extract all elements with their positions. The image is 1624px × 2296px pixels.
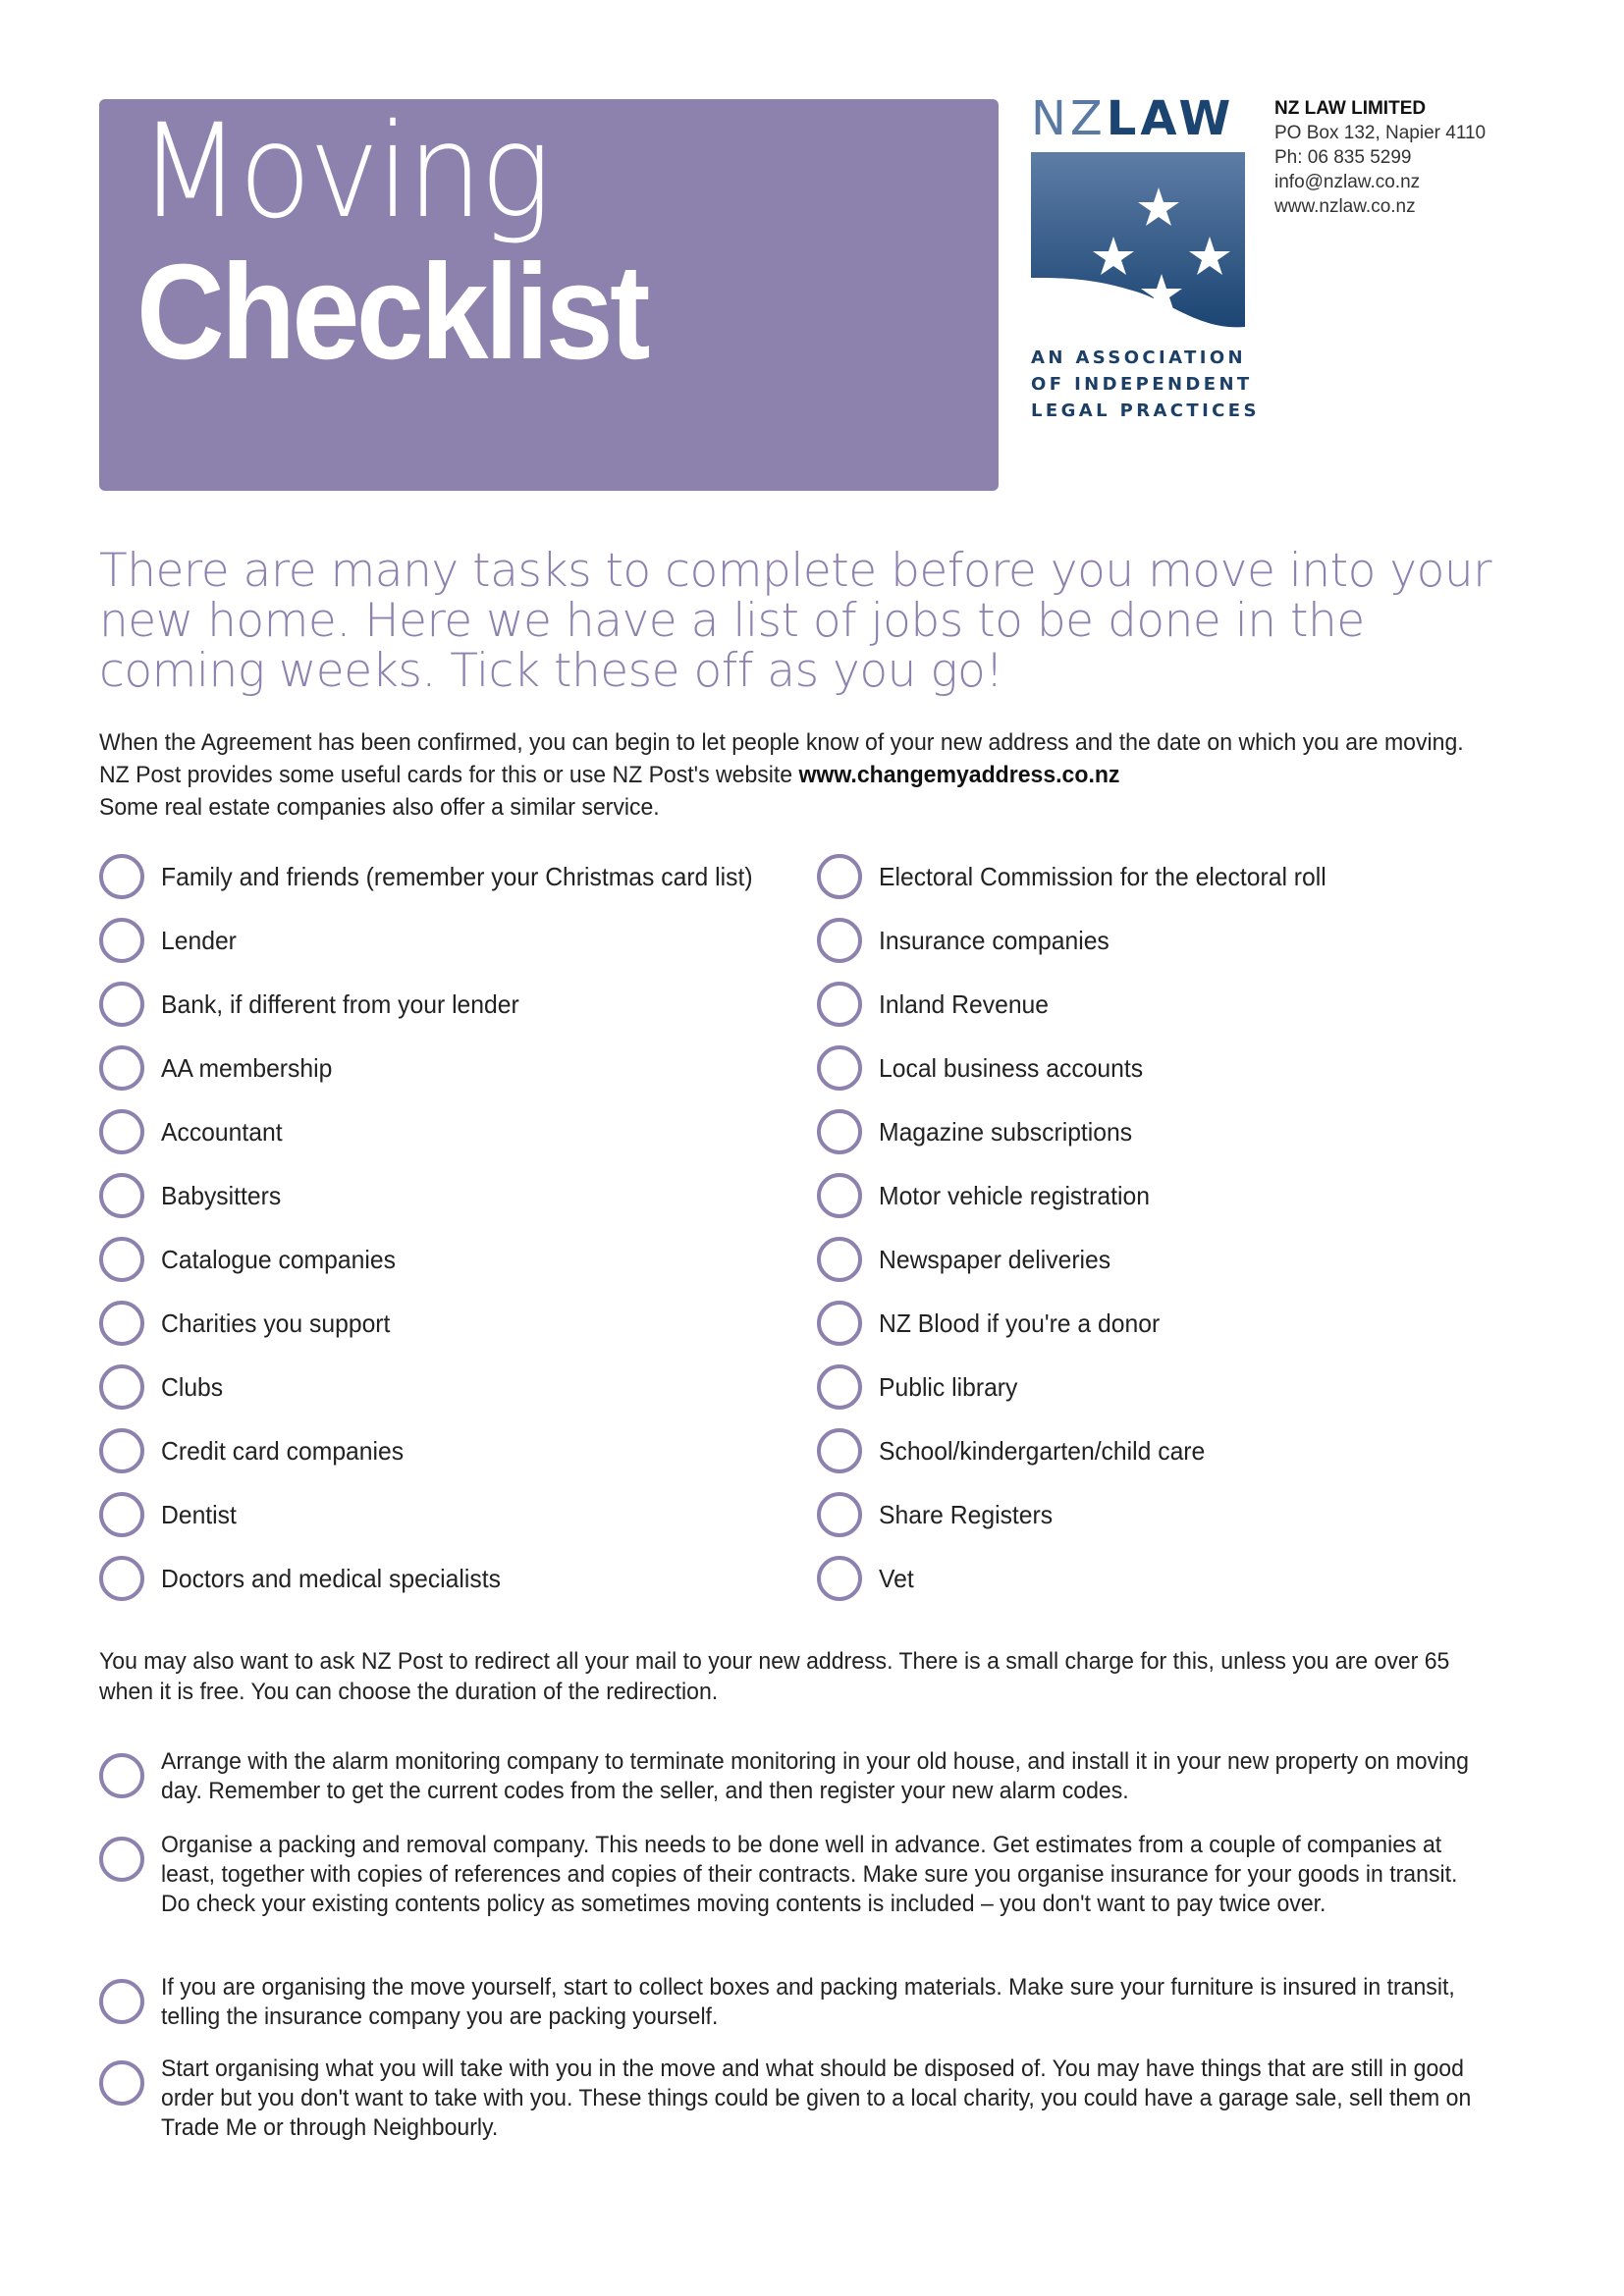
checkbox-circle[interactable]	[99, 918, 144, 963]
checklist-item[interactable]	[817, 1171, 1164, 1220]
checkbox-circle[interactable]	[817, 1428, 862, 1473]
checklist-item[interactable]	[817, 852, 1350, 901]
phone-number: Ph: 06 835 5299	[1274, 147, 1412, 168]
checklist-item[interactable]	[817, 1299, 1174, 1348]
checkbox-circle[interactable]	[99, 1753, 144, 1798]
checkbox-circle[interactable]	[99, 1173, 144, 1218]
checklist-item-label: Bank, if different from your lender	[161, 988, 519, 1019]
website-link[interactable]: www.nzlaw.co.nz	[1274, 196, 1416, 217]
logo-wordmark	[1031, 91, 1247, 146]
title-line-checklist: Checklist	[136, 237, 647, 388]
postal-address: PO Box 132, Napier 4110	[1274, 123, 1487, 143]
checklist-item[interactable]	[817, 1362, 1025, 1412]
checkbox-circle[interactable]	[99, 982, 144, 1027]
checklist-item[interactable]	[817, 1107, 1146, 1156]
checkbox-circle[interactable]	[817, 1045, 862, 1091]
intro-paragraph	[99, 726, 1476, 824]
checkbox-circle[interactable]	[817, 982, 862, 1027]
logo-tagline	[1031, 345, 1260, 424]
checklist-item-label: AA membership	[161, 1052, 333, 1083]
checkbox-circle[interactable]	[99, 1109, 144, 1154]
checkbox-circle[interactable]	[99, 2060, 144, 2106]
checkbox-circle[interactable]	[99, 1301, 144, 1346]
checklist-item[interactable]	[99, 1299, 403, 1348]
checklist-item-label: Doctors and medical specialists	[161, 1563, 501, 1593]
checkbox-circle[interactable]	[817, 1109, 862, 1154]
checklist-item[interactable]	[817, 1426, 1222, 1475]
title-line-moving: Moving	[138, 96, 549, 247]
checklist-item-label: NZ Blood if you're a donor	[879, 1308, 1161, 1338]
checkbox-circle[interactable]	[99, 1492, 144, 1537]
task-text: Arrange with the alarm monitoring company to terminate monitoring in your old house, and install it in your new property on moving day. Remember to get the current codes from the seller, and then register your new alarm codes.	[161, 1748, 1469, 1804]
logo-wordmark-law: LAW	[1106, 91, 1235, 146]
checkbox-circle[interactable]	[99, 1428, 144, 1473]
checklist-item-label: School/kindergarten/child care	[879, 1435, 1206, 1466]
checklist-item[interactable]	[99, 1490, 241, 1539]
checklist-item-label: Inland Revenue	[879, 988, 1050, 1019]
checkbox-circle[interactable]	[99, 1556, 144, 1601]
checkbox-circle[interactable]	[817, 1237, 862, 1282]
checkbox-circle[interactable]	[99, 1237, 144, 1282]
checklist-item[interactable]	[817, 1235, 1123, 1284]
checkbox-circle[interactable]	[817, 854, 862, 899]
intro-text: When the Agreement has been confirmed, you can begin to let people know of your new address and the date on which you are moving. NZ Post provides some useful cards for this or use NZ Post's website	[99, 729, 1464, 788]
checklist-item-label: Vet	[879, 1563, 914, 1593]
checklist-item-label: Dentist	[161, 1499, 237, 1529]
checklist-item[interactable]	[817, 916, 1121, 965]
checklist-item-label: Electoral Commission for the electoral roll	[879, 861, 1326, 891]
checklist-item-label: Charities you support	[161, 1308, 391, 1338]
checkbox-circle[interactable]	[817, 918, 862, 963]
intro-heading: There are many tasks to complete before you move into your new home. Here we have a list of jobs to be done in the coming weeks. Tick these off as you go!	[99, 544, 1491, 698]
checklist-item[interactable]	[99, 1043, 342, 1093]
checklist-item-label: Magazine subscriptions	[879, 1116, 1133, 1147]
checkbox-circle[interactable]	[99, 1979, 144, 2024]
logo-wordmark-nz: NZ	[1031, 91, 1107, 146]
checklist-item[interactable]	[817, 1043, 1157, 1093]
tagline-line: OF INDEPENDENT	[1031, 374, 1253, 395]
changemyaddress-link[interactable]: www.changemyaddress.co.nz	[798, 762, 1120, 788]
checklist-item-label: Public library	[879, 1371, 1018, 1402]
checkbox-circle[interactable]	[817, 1492, 862, 1537]
southern-cross-flag-icon	[1031, 152, 1245, 331]
checklist-item[interactable]	[99, 916, 241, 965]
checkbox-circle[interactable]	[99, 1045, 144, 1091]
checkbox-circle[interactable]	[817, 1364, 862, 1410]
checkbox-circle[interactable]	[99, 1837, 144, 1882]
checklist-item[interactable]	[99, 1107, 289, 1156]
checklist-item[interactable]	[99, 1171, 288, 1220]
title-banner	[99, 96, 999, 491]
checklist-item[interactable]	[99, 1362, 226, 1412]
checkbox-circle[interactable]	[99, 1364, 144, 1410]
checklist-item-label: Clubs	[161, 1371, 224, 1402]
checklist-item-label: Catalogue companies	[161, 1244, 396, 1274]
checkbox-circle[interactable]	[817, 1173, 862, 1218]
task-text: If you are organising the move yourself, start to collect boxes and packing materials. Make sure your furniture is insured in transit, telling the insurance company you are packing yourself.	[161, 1974, 1455, 2030]
nzlaw-logo	[1031, 91, 1260, 424]
checklist-item-label: Insurance companies	[879, 925, 1110, 955]
mail-redirect-paragraph: You may also want to ask NZ Post to redirect all your mail to your new address. There is a small charge for this, unless you are over 65 when it is free. You can choose the duration of the redirection.	[99, 1648, 1450, 1705]
checklist-item[interactable]	[99, 1554, 518, 1603]
contact-block	[1274, 96, 1486, 219]
checklist-item[interactable]	[99, 852, 784, 901]
checklist-item[interactable]	[817, 980, 1057, 1029]
checkbox-circle[interactable]	[817, 1301, 862, 1346]
checklist-item[interactable]	[817, 1490, 1061, 1539]
checklist-item-label: Motor vehicle registration	[879, 1180, 1150, 1210]
checklist-item-label: Accountant	[161, 1116, 283, 1147]
task-text: Start organising what you will take with you in the move and what should be disposed of. You may have things that are still in good order but you don't want to take with you. These things could be given to a local charity, you could have a garage sale, sell them on Trade Me or through Neighbourly.	[161, 2056, 1472, 2141]
checklist-item[interactable]	[99, 1235, 408, 1284]
task-text: Organise a packing and removal company. This needs to be done well in advance. Get estimates from a couple of companies at least, together with copies of references and copies of their contracts. Make sure you organise insurance for your goods in transit. Do check your existing contents policy as sometimes moving contents is included – you don't want to pay twice over.	[161, 1832, 1458, 1917]
checklist-item-label: Credit card companies	[161, 1435, 405, 1466]
checklist-item-label: Newspaper deliveries	[879, 1244, 1111, 1274]
checklist-item-label: Lender	[161, 925, 237, 955]
checkbox-circle[interactable]	[99, 854, 144, 899]
checklist-item-label: Family and friends (remember your Christmas card list)	[161, 861, 753, 891]
checkbox-circle[interactable]	[817, 1556, 862, 1601]
checklist-item[interactable]	[99, 980, 538, 1029]
email-link[interactable]: info@nzlaw.co.nz	[1274, 172, 1421, 192]
tagline-line: AN ASSOCIATION	[1031, 347, 1246, 368]
tagline-line: LEGAL PRACTICES	[1031, 400, 1260, 421]
checklist-item[interactable]	[99, 1426, 416, 1475]
checklist-item[interactable]	[817, 1554, 916, 1603]
checklist-item-label: Share Registers	[879, 1499, 1054, 1529]
checklist-item-label: Local business accounts	[879, 1052, 1144, 1083]
intro-text-2: Some real estate companies also offer a similar service.	[99, 794, 660, 821]
checklist-item-label: Babysitters	[161, 1180, 282, 1210]
company-name: NZ LAW LIMITED	[1274, 98, 1427, 119]
